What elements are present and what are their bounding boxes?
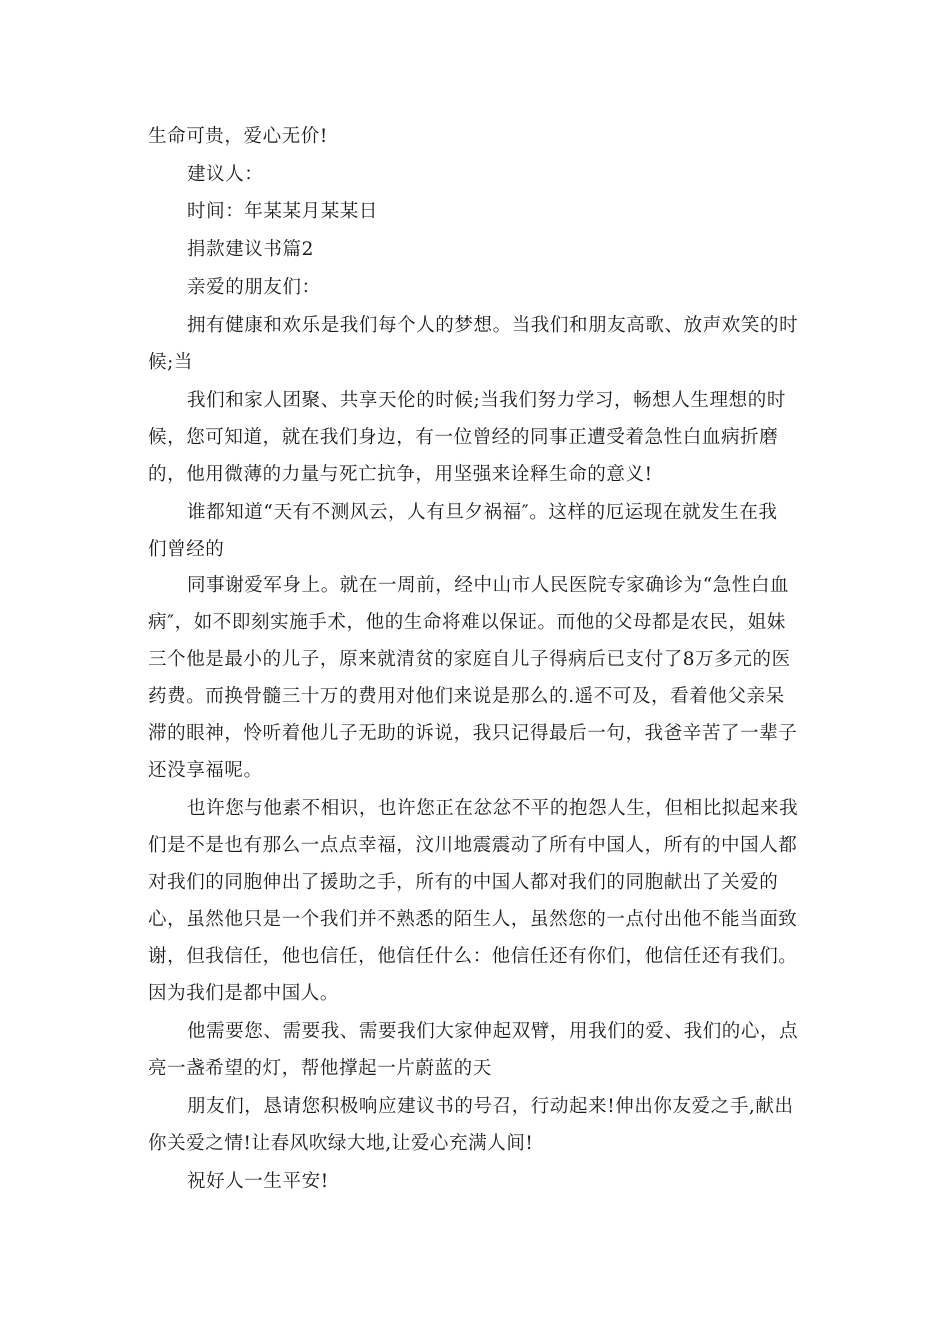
closing-line: 祝好人一生平安! [187, 1171, 329, 1192]
text-line: 的，他用微薄的力量与死亡抗争，用坚强来诠释生命的意义! [148, 464, 653, 485]
text-line: 拥有健康和欢乐是我们每个人的梦想。当我们和朋友高歌、放声欢笑的时 [187, 315, 799, 336]
section-heading: 捐款建议书篇2 [187, 239, 314, 260]
text-line: 还没享福呢。 [148, 760, 263, 781]
text-line: 亮一盏希望的灯，帮他撑起一片蔚蓝的天 [148, 1058, 492, 1079]
text-line: 药费。而换骨髓三十万的费用对他们来说是那么的.遥不可及，看着他父亲呆 [148, 686, 785, 707]
text-line: 因为我们是都中国人。 [148, 983, 340, 1004]
text-line: 也许您与他素不相识，也许您正在忿忿不平的抱怨人生，但相比拟起来我 [187, 798, 799, 819]
text-line: 他需要您、需要我、需要我们大家伸起双臂，用我们的爱、我们的心，点 [187, 1021, 799, 1042]
text-line: 三个他是最小的儿子，原来就清贫的家庭自儿子得病后已支付了8万多元的医 [148, 649, 791, 670]
text-line: 们是不是也有那么一点点幸福，汶川地震震动了所有中国人，所有的中国人都 [148, 835, 798, 856]
text-line: 建议人： [187, 164, 264, 185]
text-line: 生命可贵，爱心无价! [148, 126, 328, 147]
text-line: 同事谢爱军身上。就在一周前，经中山市人民医院专家确诊为“急性白血 [187, 575, 790, 596]
text-line: 我们和家人团聚、共享天伦的时候;当我们努力学习，畅想人生理想的时 [187, 390, 786, 411]
text-line: 你关爱之情!让春风吹绿大地,让爱心充满人间! [148, 1133, 534, 1154]
salutation: 亲爱的朋友们： [187, 277, 321, 298]
text-line: 时间：年某某月某某日 [187, 201, 379, 222]
text-line: 谁都知道“天有不测风云，人有旦夕祸福″。这样的厄运现在就发生在我 [187, 502, 778, 523]
text-line: 朋友们，恳请您积极响应建议书的号召，行动起来!伸出你友爱之手,献出 [187, 1096, 794, 1117]
text-line: 滞的眼神，怜听着他儿子无助的诉说，我只记得最后一句，我爸辛苦了一辈子 [148, 723, 798, 744]
text-line: 谢，但我信任，他也信任，他信任什么：他信任还有你们，他信任还有我们。 [148, 946, 798, 967]
text-line: 病″，如不即刻实施手术，他的生命将难以保证。而他的父母都是农民，姐妹 [148, 612, 786, 633]
text-line: 心，虽然他只是一个我们并不熟悉的陌生人，虽然您的一点付出他不能当面致 [148, 909, 798, 930]
text-line: 候，您可知道，就在我们身边，有一位曾经的同事正遭受着急性白血病折磨 [148, 427, 779, 448]
text-line: 对我们的同胞伸出了援助之手，所有的中国人都对我们的同胞献出了关爱的 [148, 872, 779, 893]
text-line: 候;当 [148, 352, 194, 373]
text-line: 们曾经的 [148, 539, 225, 560]
